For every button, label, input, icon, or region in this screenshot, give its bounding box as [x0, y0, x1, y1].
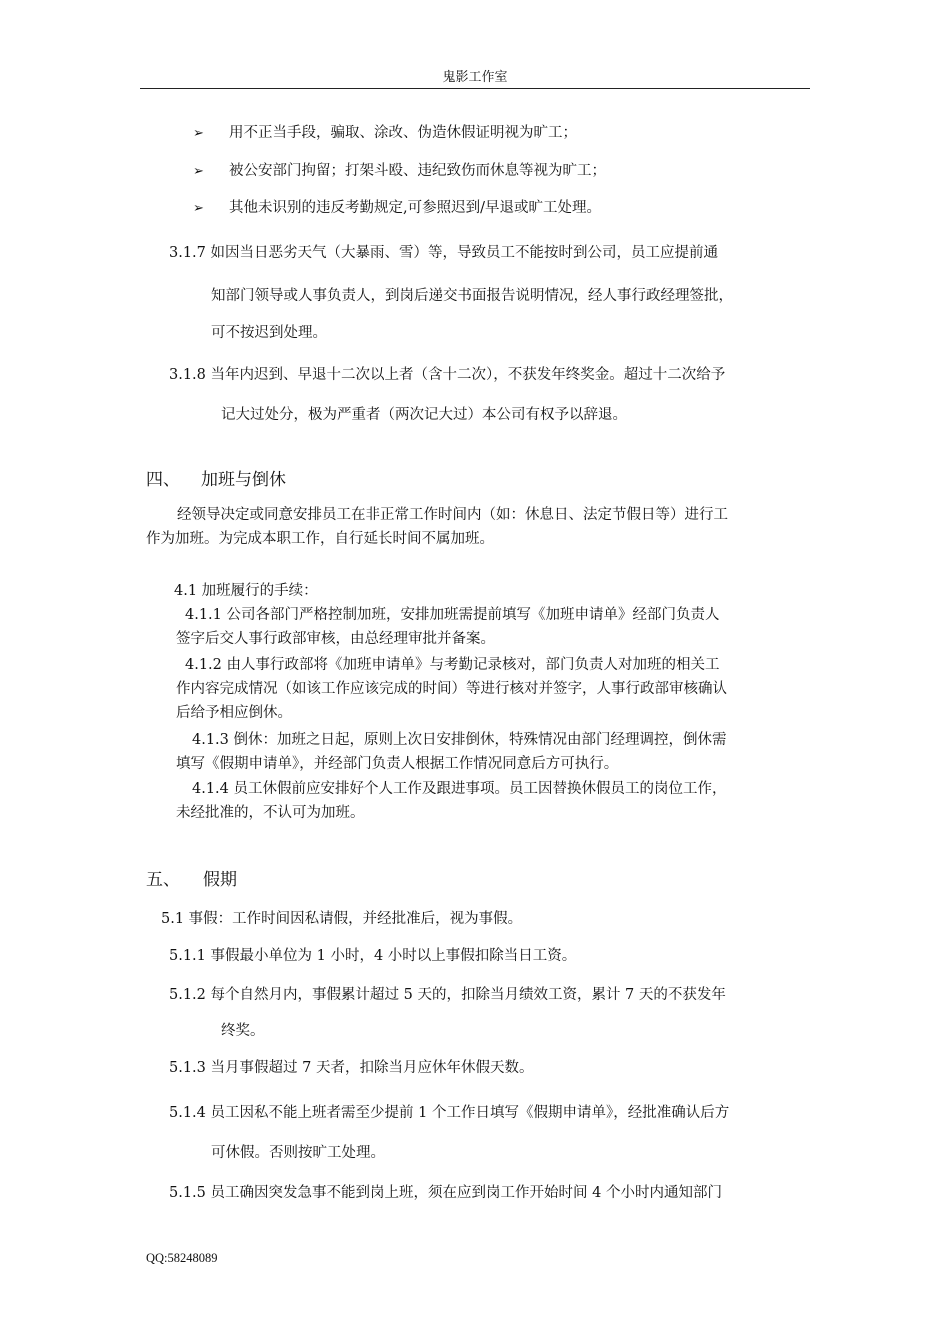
clause-3-1-7-line1: 3.1.7 如因当日恶劣天气（大暴雨、雪）等，导致员工不能按时到公司，员工应提前通: [169, 245, 719, 261]
clause-5-1-5-line1: 5.1.5 员工确因突发急事不能到岗上班，须在应到岗工作开始时间 4 个小时内通知部门: [169, 1185, 722, 1201]
page-header-title: 鬼影工作室: [442, 70, 508, 85]
clause-3-1-7-line2: 知部门领导或人事负责人，到岗后递交书面报告说明情况，经人事行政经理签批，: [211, 288, 733, 304]
section-4-intro-line1: 经领导决定或同意安排员工在非正常工作时间内（如：休息日、法定节假日等）进行工: [177, 507, 728, 523]
bullet-item-text: 用不正当手段，骗取、涂改、伪造休假证明视为旷工；: [229, 125, 577, 141]
clause-3-1-8-line2: 记大过处分，极为严重者（两次记大过）本公司有权予以辞退。: [221, 407, 627, 423]
clause-4-1-2-line3: 后给予相应倒休。: [176, 705, 292, 721]
clause-5-1-4-line1: 5.1.4 员工因私不能上班者需至少提前 1 个工作日填写《假期申请单》，经批准确认后方: [169, 1105, 730, 1121]
clause-4-1-2-line2: 作内容完成情况（如该工作应该完成的时间）等进行核对并签字，人事行政部审核确认: [176, 681, 727, 697]
clause-3-1-8-line1: 3.1.8 当年内迟到、早退十二次以上者（含十二次），不获发年终奖金。超过十二次给予: [169, 367, 726, 383]
section-4-1-title: 4.1 加班履行的手续：: [174, 583, 318, 599]
header-rule: [140, 88, 810, 89]
clause-3-1-7-line3: 可不按迟到处理。: [211, 325, 327, 341]
clause-4-1-2-line1: 4.1.2 由人事行政部将《加班申请单》与考勤记录核对，部门负责人对加班的相关工: [185, 657, 720, 673]
clause-5-1-1: 5.1.1 事假最小单位为 1 小时，4 小时以上事假扣除当日工资。: [169, 948, 577, 964]
clause-4-1-4-line2: 未经批准的，不认可为加班。: [176, 805, 365, 821]
clause-5-1-2-line1: 5.1.2 每个自然月内，事假累计超过 5 天的，扣除当月绩效工资，累计 7 天的不获发年: [169, 987, 726, 1003]
footer-contact: QQ:58248089: [146, 1251, 218, 1265]
clause-4-1-3-line2: 填写《假期申请单》，并经部门负责人根据工作情况同意后方可执行。: [176, 756, 619, 772]
clause-4-1-4-line1: 4.1.4 员工休假前应安排好个人工作及跟进事项。员工因替换休假员工的岗位工作，: [192, 781, 727, 797]
clause-5-1-4-line2: 可休假。否则按旷工处理。: [211, 1145, 385, 1161]
clause-4-1-3-line1: 4.1.3 倒休：加班之日起，原则上次日安排倒休，特殊情况由部门经理调控，倒休需: [192, 732, 727, 748]
clause-5-1: 5.1 事假：工作时间因私请假，并经批准后，视为事假。: [161, 911, 523, 927]
clause-5-1-2-line2: 终奖。: [221, 1023, 265, 1039]
section-4-intro-line2: 作为加班。为完成本职工作，自行延长时间不属加班。: [146, 531, 494, 547]
bullet-arrow-icon: ➢: [193, 126, 204, 141]
clause-4-1-1-line1: 4.1.1 公司各部门严格控制加班，安排加班需提前填写《加班申请单》经部门负责人: [185, 607, 720, 623]
section-4-title: 加班与倒休: [201, 470, 286, 490]
bullet-arrow-icon: ➢: [193, 164, 204, 179]
bullet-item-text: 被公安部门拘留；打架斗殴、违纪致伤而休息等视为旷工；: [229, 163, 606, 179]
section-5-number: 五、: [146, 870, 180, 890]
clause-5-1-3: 5.1.3 当月事假超过 7 天者，扣除当月应休年休假天数。: [169, 1060, 534, 1076]
bullet-item-text: 其他未识别的违反考勤规定,可参照迟到/早退或旷工处理。: [229, 200, 601, 216]
bullet-arrow-icon: ➢: [193, 201, 204, 216]
section-4-number: 四、: [146, 470, 180, 490]
clause-4-1-1-line2: 签字后交人事行政部审核，由总经理审批并备案。: [176, 631, 495, 647]
section-5-title: 假期: [203, 870, 237, 890]
